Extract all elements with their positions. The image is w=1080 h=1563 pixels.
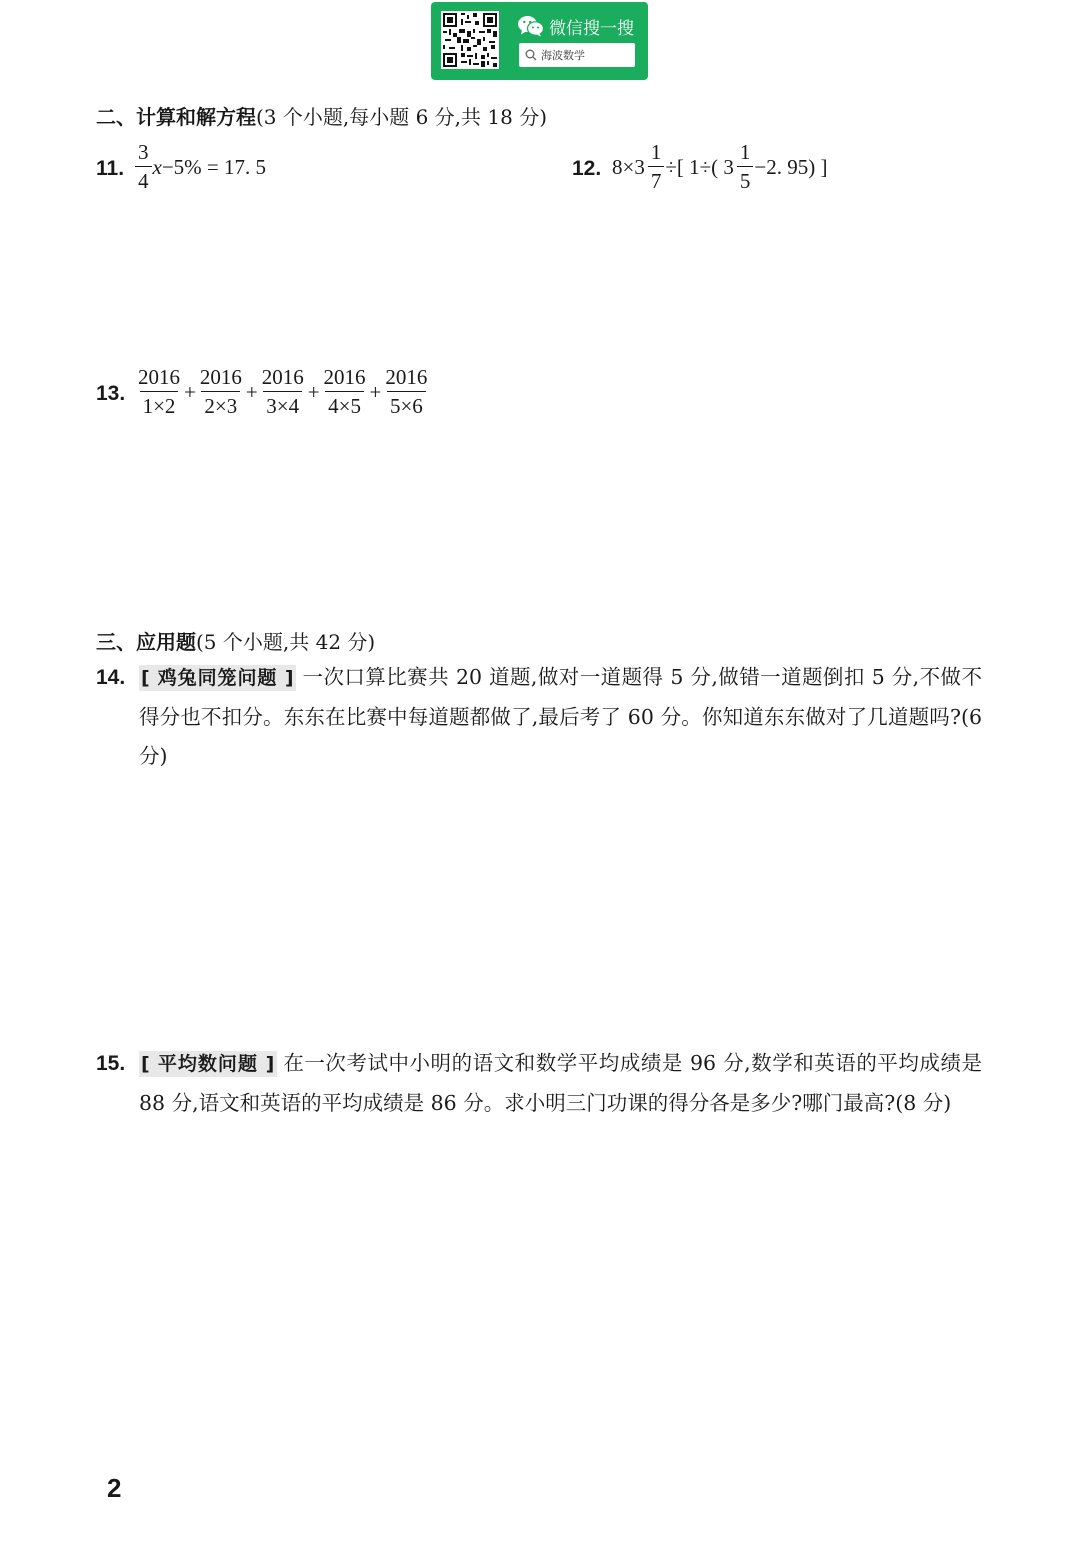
fraction xyxy=(135,367,183,417)
question-15-text xyxy=(139,1044,982,1123)
denominator: 3×4 xyxy=(263,391,302,417)
plus-operator: + xyxy=(307,379,320,404)
fraction xyxy=(737,142,754,192)
fraction xyxy=(259,367,307,417)
section-3-heading xyxy=(96,626,375,655)
numerator: 3 xyxy=(138,140,149,164)
numerator: 2016 xyxy=(261,365,304,389)
wechat-search-box[interactable] xyxy=(519,43,635,67)
question-11-number: 11. xyxy=(96,157,125,180)
section-2-title: 二、计算和解方程 xyxy=(96,105,256,129)
numerator: 1 xyxy=(739,140,751,164)
problem-type-tag: [ 鸡兔同笼问题 ] xyxy=(141,667,295,689)
question-14-text xyxy=(139,658,982,776)
fraction xyxy=(135,142,152,192)
wechat-logo-icon xyxy=(517,15,545,37)
numerator: 2016 xyxy=(323,365,366,389)
denominator: 4×5 xyxy=(325,391,364,417)
qr-code-icon xyxy=(441,11,499,69)
wechat-search-label: 微信搜一搜 xyxy=(549,18,634,39)
section-3-note: (5 个小题,共 42 分) xyxy=(196,630,376,654)
question-13-number: 13. xyxy=(96,382,126,405)
problem-type-tag: [ 平均数问题 ] xyxy=(141,1053,275,1075)
fraction xyxy=(382,367,430,417)
denominator: 5 xyxy=(737,166,754,192)
section-2-heading xyxy=(96,101,547,130)
denominator: 1×2 xyxy=(140,391,179,417)
denominator: 7 xyxy=(648,166,665,192)
section-2-note: (3 个小题,每小题 6 分,共 18 分) xyxy=(256,105,548,129)
expr-mid: ÷[ 1÷( 3 xyxy=(665,154,734,179)
numerator: 2016 xyxy=(385,365,428,389)
variable: x xyxy=(152,154,162,179)
question-14-number: 14. xyxy=(96,666,126,689)
denominator: 5×6 xyxy=(387,391,426,417)
question-13-expression xyxy=(134,367,431,417)
wechat-search-banner[interactable] xyxy=(431,2,648,80)
question-12-number: 12. xyxy=(572,157,602,180)
plus-operator: + xyxy=(245,379,258,404)
plus-operator: + xyxy=(369,379,382,404)
wechat-search-text: 海波数学 xyxy=(541,49,585,62)
equation-rest: −5% = 17. 5 xyxy=(161,154,267,179)
question-15-number: 15. xyxy=(96,1052,126,1075)
fraction xyxy=(648,142,665,192)
fraction xyxy=(321,367,369,417)
numerator: 2016 xyxy=(199,365,242,389)
question-12-expression xyxy=(612,142,827,192)
expr-lead: 8×3 xyxy=(612,154,645,179)
question-11-equation xyxy=(134,142,266,192)
fraction xyxy=(197,367,245,417)
denominator: 2×3 xyxy=(201,391,240,417)
problem-body: 在一次考试中小明的语文和数学平均成绩是 96 分,数学和英语的平均成绩是 88 分,语文和英语的平均成绩是 86 分。求小明三门功课的得分各是多少?哪门最高?(8 分) xyxy=(139,1051,982,1115)
numerator: 2016 xyxy=(138,365,180,389)
plus-operator: + xyxy=(184,379,196,404)
search-icon xyxy=(525,49,537,61)
expr-tail: −2. 95) ] xyxy=(754,154,828,179)
wechat-search-title xyxy=(517,13,634,39)
denominator: 4 xyxy=(135,166,152,192)
section-3-title: 三、应用题 xyxy=(96,630,196,654)
page-number: 2 xyxy=(107,1473,122,1503)
numerator: 1 xyxy=(650,140,662,164)
problem-body: 一次口算比赛共 20 道题,做对一道题得 5 分,做错一道题倒扣 5 分,不做不得分也不扣分。东东在比赛中每道题都做了,最后考了 60 分。你知道东东做对了几道题吗?(6 分) xyxy=(139,665,982,768)
